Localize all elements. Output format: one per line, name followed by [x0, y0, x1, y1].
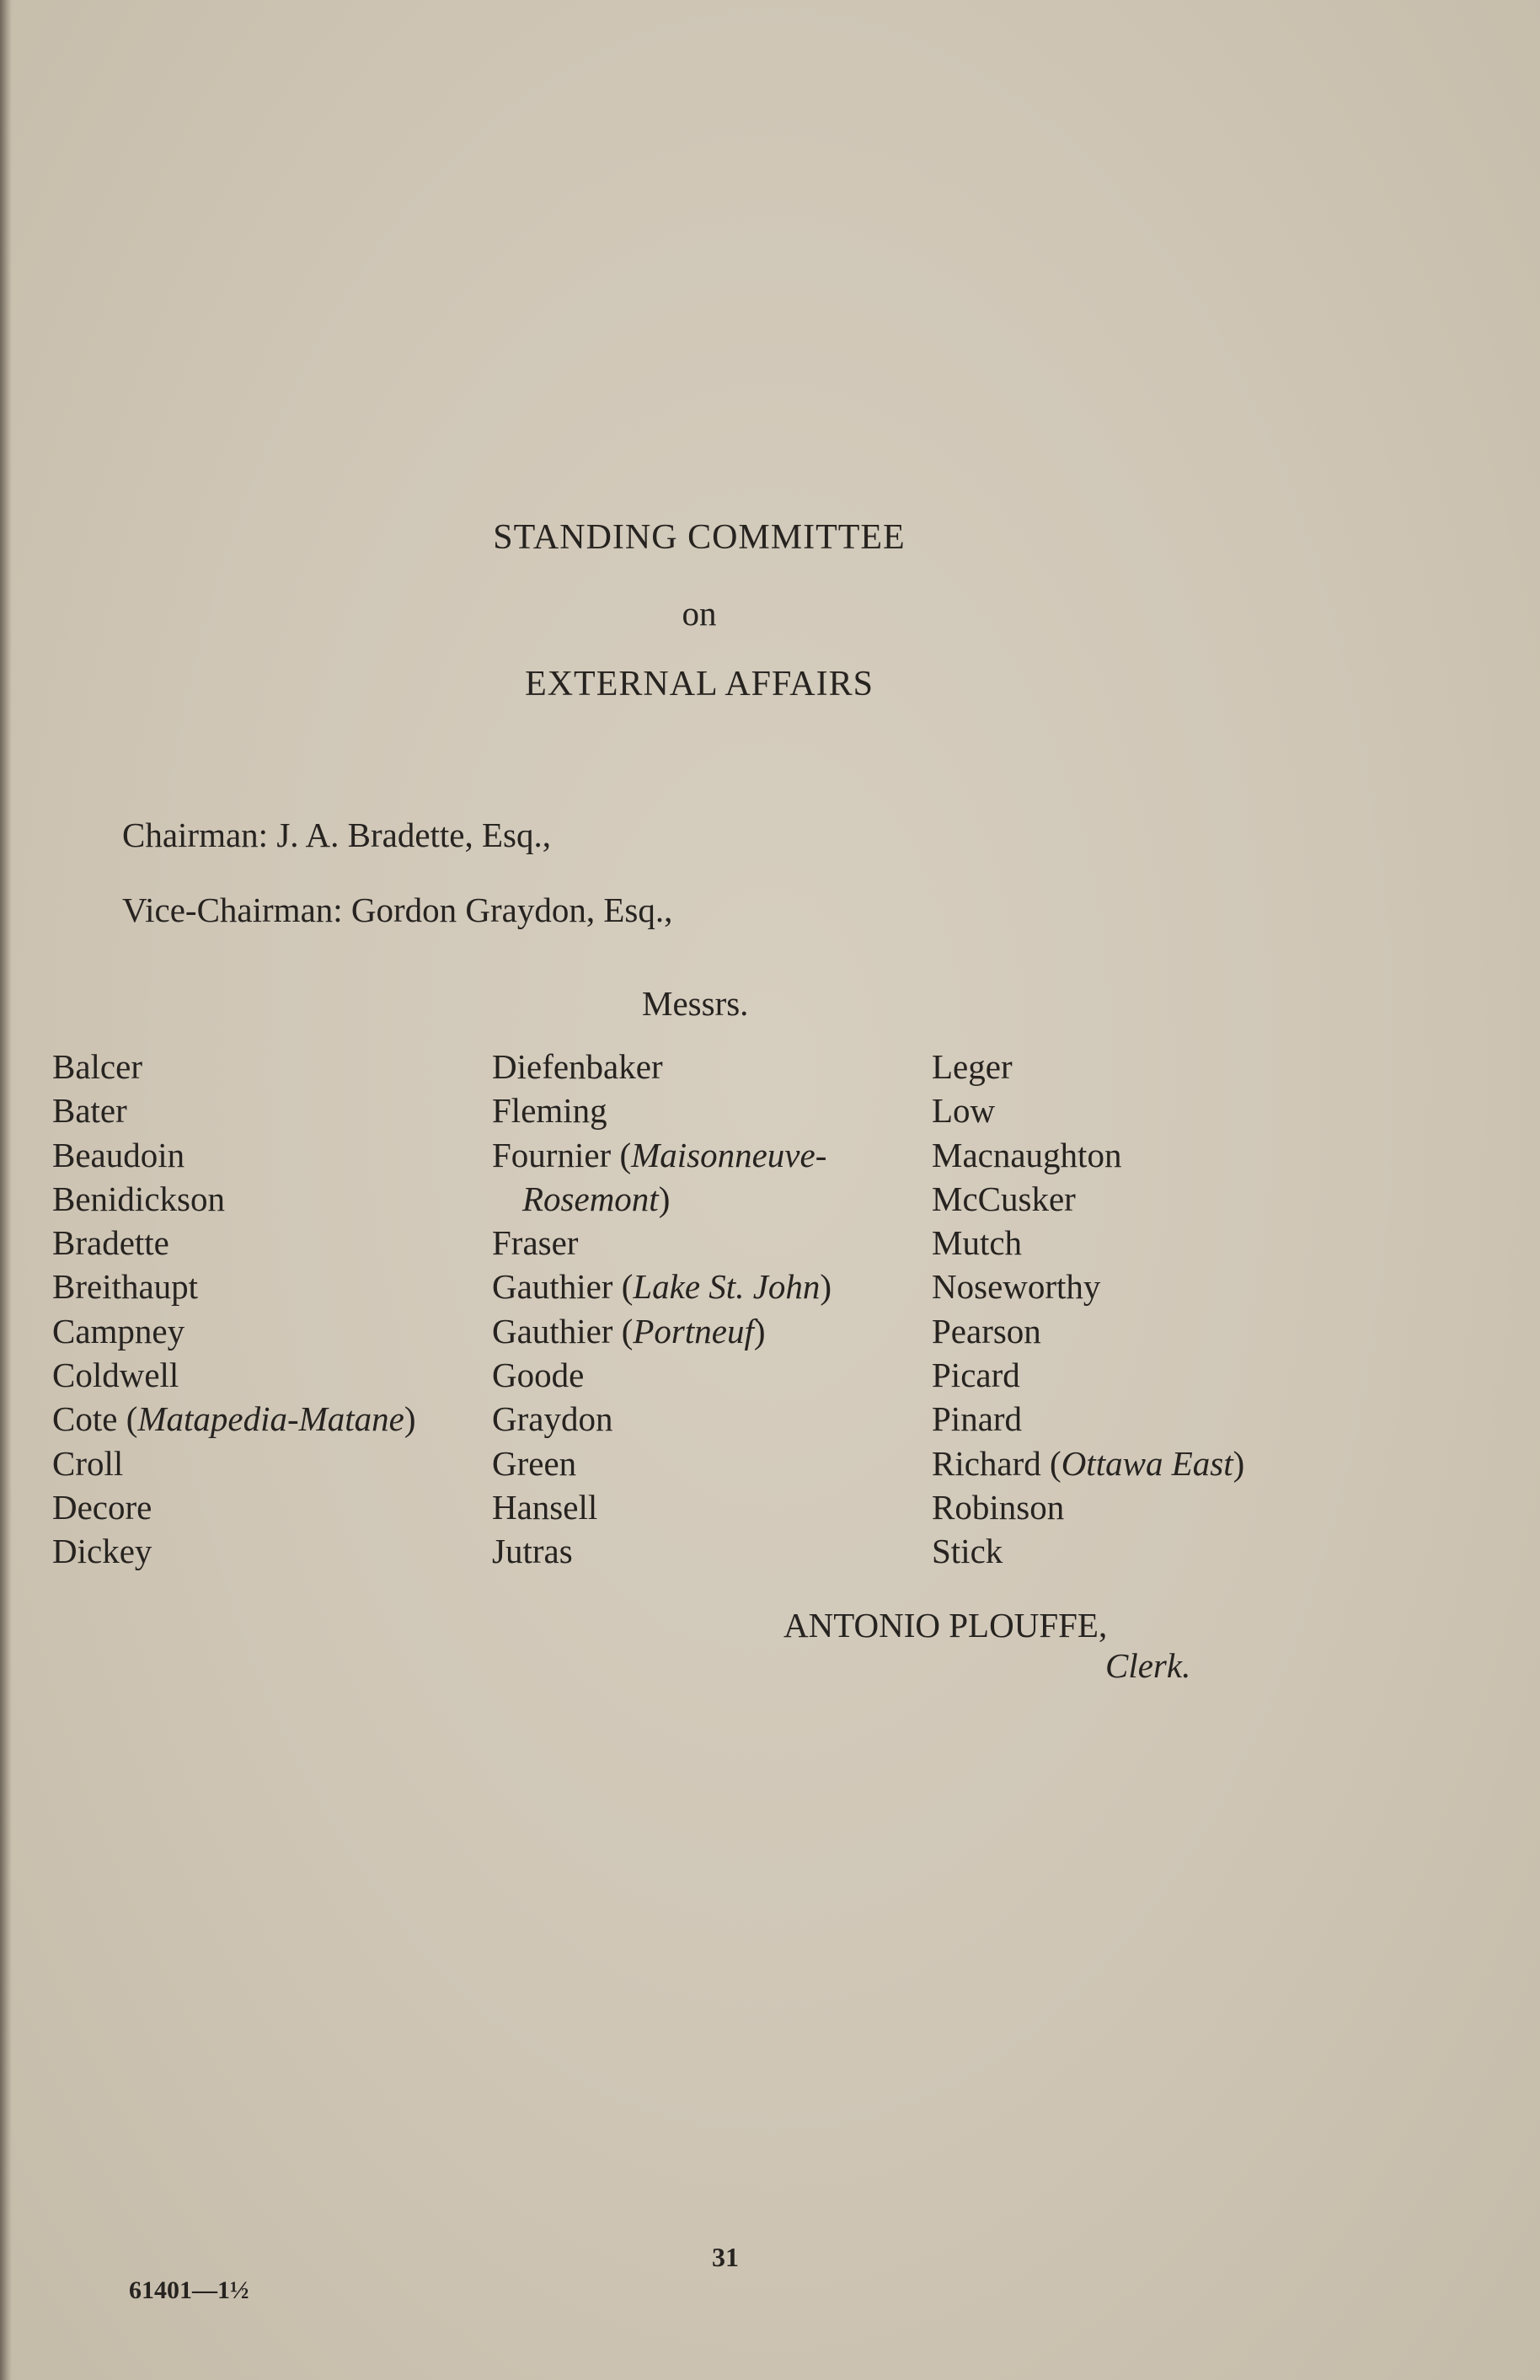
members-column-1 — [52, 1045, 416, 1574]
member-name: Macnaughton — [932, 1135, 1122, 1174]
member-entry — [932, 1353, 1244, 1397]
member-name: Campney — [52, 1311, 185, 1350]
member-entry — [52, 1265, 416, 1308]
member-name: Breithaupt — [52, 1267, 199, 1307]
member-name: Diefenbaker — [492, 1047, 663, 1086]
member-entry — [932, 1485, 1244, 1529]
member-name: Picard — [932, 1356, 1020, 1395]
member-name: Bater — [52, 1091, 127, 1131]
member-entry — [52, 1353, 416, 1397]
member-entry: Gauthier (Portneuf) — [492, 1311, 766, 1350]
clerk-name: ANTONIO PLOUFFE, — [783, 1606, 1108, 1645]
member-entry: Gauthier (Lake St. John) — [492, 1267, 832, 1307]
member-name: McCusker — [932, 1179, 1076, 1218]
members-column-3 — [932, 1045, 1244, 1574]
member-name: Pearson — [932, 1311, 1041, 1350]
committee-subject: EXTERNAL AFFAIRS — [525, 665, 874, 703]
member-name: Balcer — [52, 1047, 142, 1086]
member-name: Graydon — [492, 1399, 613, 1439]
member-name: Coldwell — [52, 1356, 179, 1395]
member-riding: Rosemont — [522, 1179, 659, 1218]
member-name: Goode — [492, 1356, 585, 1395]
member-name: Croll — [52, 1443, 124, 1483]
member-name: Low — [932, 1091, 996, 1131]
member-entry — [492, 1529, 831, 1573]
member-name: Leger — [932, 1047, 1013, 1086]
members-column-2 — [492, 1045, 831, 1574]
member-name: Hansell — [492, 1487, 598, 1527]
member-name: Cote — [52, 1399, 118, 1439]
committee-title-connector: on — [682, 594, 717, 633]
vice-chairman-line: Vice-Chairman: Gordon Graydon, Esq., — [122, 890, 673, 929]
member-name: Bradette — [52, 1223, 169, 1263]
member-entry — [52, 1088, 416, 1132]
member-name: Beaudoin — [52, 1135, 185, 1174]
member-name: Richard — [932, 1443, 1041, 1483]
member-entry — [52, 1309, 416, 1353]
member-name: Benidickson — [52, 1179, 225, 1218]
member-riding: Lake St. John — [633, 1267, 821, 1307]
member-name: Fraser — [492, 1223, 579, 1263]
member-name: Gauthier — [492, 1311, 613, 1350]
member-name: Pinard — [932, 1399, 1023, 1439]
member-name: Noseworthy — [932, 1267, 1101, 1307]
member-name: Fleming — [492, 1091, 607, 1131]
member-entry: Fournier (Maisonneuve- — [492, 1135, 827, 1174]
print-code: 61401—1½ — [129, 2276, 249, 2304]
member-entry — [492, 1397, 831, 1441]
messrs-label: Messrs. — [642, 984, 749, 1023]
member-entry — [52, 1485, 416, 1529]
member-riding: Matapedia-Matane — [137, 1399, 404, 1439]
member-entry — [492, 1353, 831, 1397]
member-entry — [932, 1309, 1244, 1353]
member-entry — [932, 1045, 1244, 1088]
member-entry — [932, 1529, 1244, 1573]
page-number: 31 — [712, 2242, 739, 2272]
page-spine-shadow — [0, 0, 12, 2380]
member-entry — [52, 1221, 416, 1265]
member-entry — [932, 1088, 1244, 1132]
member-entry — [932, 1265, 1244, 1308]
clerk-title: Clerk. — [1105, 1646, 1191, 1685]
member-riding: Ottawa East — [1061, 1443, 1233, 1483]
member-entry — [492, 1485, 831, 1529]
member-entry — [52, 1133, 416, 1177]
member-entry — [492, 1441, 831, 1485]
member-entry: Cote (Matapedia-Matane) — [52, 1399, 416, 1439]
member-entry — [52, 1441, 416, 1485]
member-name: Green — [492, 1443, 577, 1483]
member-entry — [492, 1088, 831, 1132]
member-name: Stick — [932, 1532, 1003, 1571]
chairman-line: Chairman: J. A. Bradette, Esq., — [122, 816, 551, 854]
member-entry — [932, 1133, 1244, 1177]
member-riding: Portneuf — [633, 1311, 754, 1350]
member-name: Dickey — [52, 1532, 152, 1571]
member-entry — [932, 1221, 1244, 1265]
member-name: Robinson — [932, 1487, 1065, 1527]
member-name: Mutch — [932, 1223, 1023, 1263]
member-entry — [932, 1177, 1244, 1221]
committee-title: STANDING COMMITTEE — [493, 518, 906, 557]
member-entry — [492, 1045, 831, 1088]
member-entry: Rosemont) — [522, 1179, 671, 1218]
member-entry — [52, 1529, 416, 1573]
member-name: Decore — [52, 1487, 152, 1527]
member-name: Jutras — [492, 1532, 573, 1571]
member-name: Fournier — [492, 1135, 612, 1174]
member-entry — [52, 1177, 416, 1221]
member-entry — [932, 1397, 1244, 1441]
member-entry: Richard (Ottawa East) — [932, 1443, 1245, 1483]
member-entry — [52, 1045, 416, 1088]
member-riding: Maisonneuve- — [631, 1135, 827, 1174]
member-name: Gauthier — [492, 1267, 613, 1307]
member-entry — [492, 1221, 831, 1265]
